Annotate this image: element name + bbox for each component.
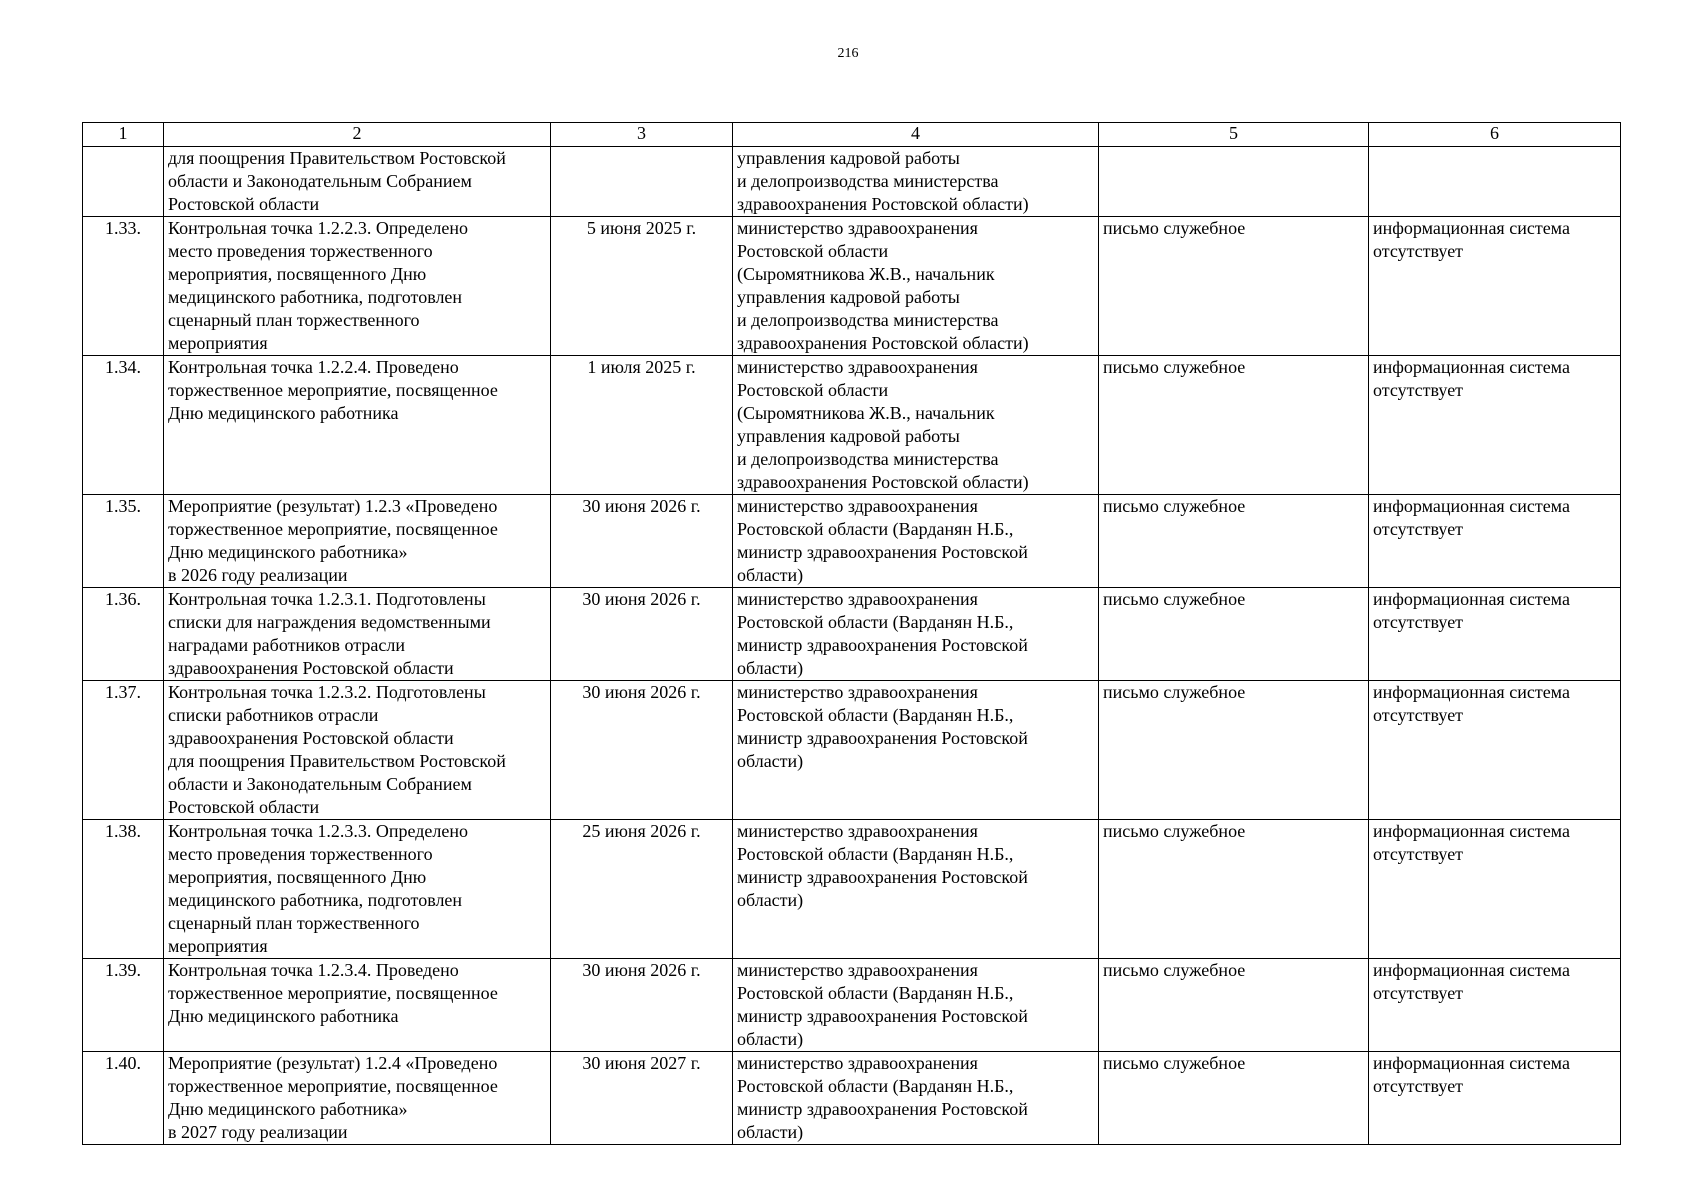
row-system: информационная система отсутствует bbox=[1369, 495, 1621, 588]
row-description: Контрольная точка 1.2.2.4. Проведено торжественное мероприятие, посвященное Дню медицинского работника bbox=[164, 356, 551, 495]
page-number: 216 bbox=[837, 46, 859, 61]
row-responsible: министерство здравоохранения Ростовской области (Сыромятникова Ж.В., начальник управления кадровой работы и делопроизводства министерства здравоохранения Ростовской области) bbox=[733, 217, 1099, 356]
table-row bbox=[83, 356, 1621, 495]
table-row bbox=[83, 495, 1621, 588]
row-system bbox=[1369, 147, 1621, 217]
row-responsible: министерство здравоохранения Ростовской области (Сыромятникова Ж.В., начальник управления кадровой работы и делопроизводства министерства здравоохранения Ростовской области) bbox=[733, 356, 1099, 495]
row-number: 1.38. bbox=[83, 820, 164, 959]
row-document: письмо служебное bbox=[1099, 820, 1369, 959]
row-number: 1.36. bbox=[83, 588, 164, 681]
row-date: 25 июня 2026 г. bbox=[551, 820, 733, 959]
table-row bbox=[83, 217, 1621, 356]
table-row bbox=[83, 588, 1621, 681]
row-system: информационная система отсутствует bbox=[1369, 820, 1621, 959]
row-number: 1.33. bbox=[83, 217, 164, 356]
plan-table bbox=[82, 122, 1621, 1145]
row-description: Контрольная точка 1.2.2.3. Определено место проведения торжественного мероприятия, посвященного Дню медицинского работника, подготовлен сценарный план торжественного мероприятия bbox=[164, 217, 551, 356]
row-date: 30 июня 2026 г. bbox=[551, 495, 733, 588]
row-document: письмо служебное bbox=[1099, 356, 1369, 495]
row-description: Мероприятие (результат) 1.2.3 «Проведено торжественное мероприятие, посвященное Дню медицинского работника» в 2026 году реализации bbox=[164, 495, 551, 588]
row-responsible: министерство здравоохранения Ростовской области (Варданян Н.Б., министр здравоохранения Ростовской области) bbox=[733, 959, 1099, 1052]
row-date: 30 июня 2026 г. bbox=[551, 588, 733, 681]
row-date: 1 июля 2025 г. bbox=[551, 356, 733, 495]
row-number: 1.40. bbox=[83, 1052, 164, 1145]
header-cell-3: 3 bbox=[551, 123, 733, 147]
row-system: информационная система отсутствует bbox=[1369, 1052, 1621, 1145]
row-description: Контрольная точка 1.2.3.1. Подготовлены списки для награждения ведомственными наградами работников отрасли здравоохранения Ростовской области bbox=[164, 588, 551, 681]
plan-table-body bbox=[83, 123, 1621, 1145]
row-system: информационная система отсутствует bbox=[1369, 217, 1621, 356]
table-row bbox=[83, 681, 1621, 820]
row-system: информационная система отсутствует bbox=[1369, 681, 1621, 820]
row-description: Контрольная точка 1.2.3.2. Подготовлены списки работников отрасли здравоохранения Ростовской области для поощрения Правительством Ростовской области и Законодательным Собранием Ростовской области bbox=[164, 681, 551, 820]
header-cell-6: 6 bbox=[1369, 123, 1621, 147]
row-number bbox=[83, 147, 164, 217]
table-row bbox=[83, 1052, 1621, 1145]
table-row bbox=[83, 820, 1621, 959]
row-document: письмо служебное bbox=[1099, 959, 1369, 1052]
row-number: 1.34. bbox=[83, 356, 164, 495]
row-date bbox=[551, 147, 733, 217]
table-row bbox=[83, 147, 1621, 217]
row-system: информационная система отсутствует bbox=[1369, 588, 1621, 681]
row-number: 1.35. bbox=[83, 495, 164, 588]
row-document: письмо служебное bbox=[1099, 217, 1369, 356]
row-document: письмо служебное bbox=[1099, 681, 1369, 820]
header-cell-2: 2 bbox=[164, 123, 551, 147]
row-responsible: министерство здравоохранения Ростовской области (Варданян Н.Б., министр здравоохранения Ростовской области) bbox=[733, 1052, 1099, 1145]
row-date: 30 июня 2026 г. bbox=[551, 681, 733, 820]
header-cell-4: 4 bbox=[733, 123, 1099, 147]
row-date: 5 июня 2025 г. bbox=[551, 217, 733, 356]
row-description: Мероприятие (результат) 1.2.4 «Проведено торжественное мероприятие, посвященное Дню медицинского работника» в 2027 году реализации bbox=[164, 1052, 551, 1145]
row-document: письмо служебное bbox=[1099, 495, 1369, 588]
row-number: 1.39. bbox=[83, 959, 164, 1052]
row-responsible: министерство здравоохранения Ростовской области (Варданян Н.Б., министр здравоохранения Ростовской области) bbox=[733, 588, 1099, 681]
row-date: 30 июня 2026 г. bbox=[551, 959, 733, 1052]
row-system: информационная система отсутствует bbox=[1369, 959, 1621, 1052]
row-responsible: министерство здравоохранения Ростовской области (Варданян Н.Б., министр здравоохранения Ростовской области) bbox=[733, 495, 1099, 588]
row-system: информационная система отсутствует bbox=[1369, 356, 1621, 495]
row-document: письмо служебное bbox=[1099, 1052, 1369, 1145]
row-responsible: министерство здравоохранения Ростовской области (Варданян Н.Б., министр здравоохранения Ростовской области) bbox=[733, 681, 1099, 820]
header-cell-5: 5 bbox=[1099, 123, 1369, 147]
row-description: для поощрения Правительством Ростовской области и Законодательным Собранием Ростовской области bbox=[164, 147, 551, 217]
row-document bbox=[1099, 147, 1369, 217]
table-row bbox=[83, 959, 1621, 1052]
header-row bbox=[83, 123, 1621, 147]
row-description: Контрольная точка 1.2.3.3. Определено место проведения торжественного мероприятия, посвященного Дню медицинского работника, подготовлен сценарный план торжественного мероприятия bbox=[164, 820, 551, 959]
row-responsible: управления кадровой работы и делопроизводства министерства здравоохранения Ростовской области) bbox=[733, 147, 1099, 217]
row-responsible: министерство здравоохранения Ростовской области (Варданян Н.Б., министр здравоохранения Ростовской области) bbox=[733, 820, 1099, 959]
row-description: Контрольная точка 1.2.3.4. Проведено торжественное мероприятие, посвященное Дню медицинского работника bbox=[164, 959, 551, 1052]
row-document: письмо служебное bbox=[1099, 588, 1369, 681]
header-cell-1: 1 bbox=[83, 123, 164, 147]
row-date: 30 июня 2027 г. bbox=[551, 1052, 733, 1145]
row-number: 1.37. bbox=[83, 681, 164, 820]
